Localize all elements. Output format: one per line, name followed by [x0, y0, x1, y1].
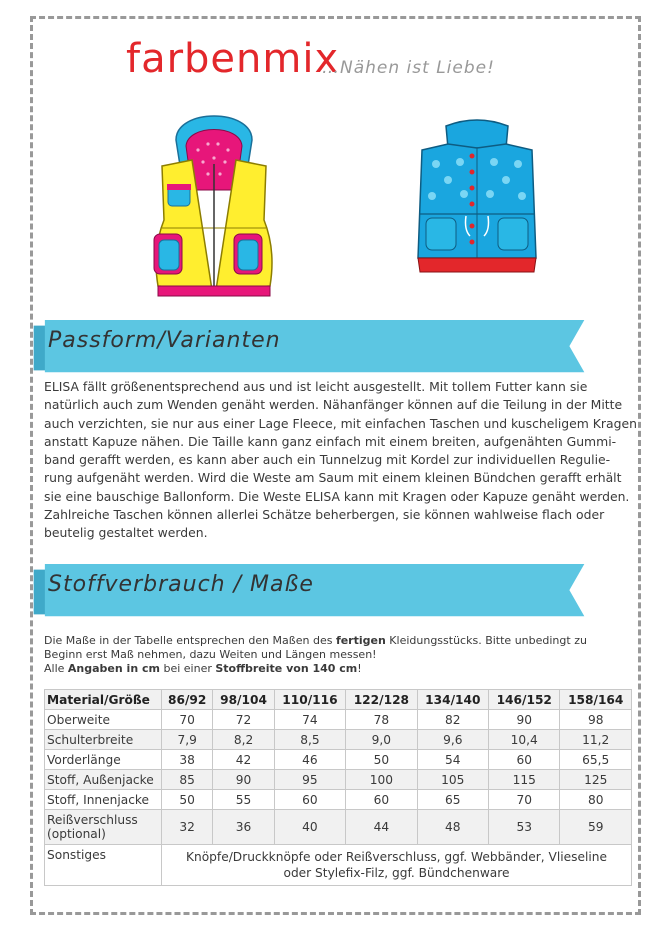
- table-header-row: [45, 690, 632, 710]
- row-label: Sonstiges: [45, 845, 162, 886]
- table-cell: 115: [489, 770, 560, 790]
- table-header-cell: 110/116: [274, 690, 345, 710]
- table-cell: 70: [489, 790, 560, 810]
- table-cell: 85: [162, 770, 213, 790]
- table-cell: 100: [346, 770, 417, 790]
- table-cell: 8,2: [213, 730, 274, 750]
- farbenmix-logo: farbenmix: [126, 36, 340, 82]
- table-header-cell: 134/140: [417, 690, 488, 710]
- row-label: Vorderlänge: [45, 750, 162, 770]
- description-line: natürlich auch zum Wenden genäht werden. Nähanfänger können auf die Teilung in der Mitte: [44, 397, 623, 413]
- row-label: Schulterbreite: [45, 730, 162, 750]
- table-cell: 125: [560, 770, 632, 790]
- table-cell: 78: [346, 710, 417, 730]
- table-cell: 32: [162, 810, 213, 845]
- table-cell: 50: [162, 790, 213, 810]
- misc-cell: Knöpfe/Druckknöpfe oder Reißverschluss, ggf. Webbänder, Vlieseline oder Stylefix-Filz, ggf. Bündchenware: [162, 845, 632, 886]
- table-header-cell: 158/164: [560, 690, 632, 710]
- table-cell: 60: [489, 750, 560, 770]
- table-cell: 90: [489, 710, 560, 730]
- table-cell: 60: [274, 790, 345, 810]
- brand-tagline: …Nähen ist Liebe!: [322, 58, 495, 78]
- table-cell: 105: [417, 770, 488, 790]
- description-line: anstatt Kapuze nähen. Die Taille kann ganz einfach mit einem breiten, aufgenähten Gummi-: [44, 433, 617, 449]
- table-header-cell: 86/92: [162, 690, 213, 710]
- row-label: Stoff, Außenjacke: [45, 770, 162, 790]
- table-row: [45, 770, 632, 790]
- table-cell: 42: [213, 750, 274, 770]
- table-row: [45, 730, 632, 750]
- description-line: ELISA fällt größenentsprechend aus und ist leicht ausgestellt. Mit tollem Futter kann sie: [44, 379, 588, 394]
- table-cell: 11,2: [560, 730, 632, 750]
- table-header-cell: 146/152: [489, 690, 560, 710]
- table-header-cell: Material/Größe: [45, 690, 162, 710]
- table-cell: 55: [213, 790, 274, 810]
- table-cell: 98: [560, 710, 632, 730]
- description-line: auch verzichten, sie nur aus einer Lage Fleece, mit einfachen Taschen und kuscheligem Kragen: [44, 415, 637, 431]
- table-cell: 46: [274, 750, 345, 770]
- table-row: [45, 710, 632, 730]
- table-cell: 65,5: [560, 750, 632, 770]
- description-line: rung aufgenäht werden. Wird die Weste am Saum mit einem kleinen Bündchen gerafft erhält: [44, 470, 622, 486]
- table-cell: 8,5: [274, 730, 345, 750]
- brand-header: [126, 36, 586, 96]
- table-cell: 36: [213, 810, 274, 845]
- row-label: Stoff, Innenjacke: [45, 790, 162, 810]
- section-ribbon-fabric-label-wrap: [14, 564, 604, 620]
- table-cell: 72: [213, 710, 274, 730]
- row-label: Reißverschluss (optional): [45, 810, 162, 845]
- table-row: [45, 845, 632, 886]
- table-cell: 80: [560, 790, 632, 810]
- intro-line-2: Beginn erst Maß nehmen, dazu Weiten und Längen messen!: [44, 648, 377, 661]
- table-cell: 50: [346, 750, 417, 770]
- section-ribbon-fit-label-wrap: [14, 320, 604, 376]
- description-line: Zahlreiche Taschen können allerlei Schätze beherbergen, sie können wahlweise flach oder: [44, 507, 605, 523]
- table-cell: 48: [417, 810, 488, 845]
- table-cell: 9,0: [346, 730, 417, 750]
- table-cell: 9,6: [417, 730, 488, 750]
- table-intro: [44, 634, 629, 676]
- description-line: band gerafft werden, es kann aber auch ein Tunnelzug mit Kordel zur individuellen Regulie-: [44, 452, 611, 468]
- table-cell: 54: [417, 750, 488, 770]
- table-cell: 53: [489, 810, 560, 845]
- table-cell: 82: [417, 710, 488, 730]
- blue-collar-vest-illustration: [408, 118, 546, 276]
- table-cell: 10,4: [489, 730, 560, 750]
- description-line: beutelig gestaltet werden.: [44, 525, 208, 541]
- table-cell: 59: [560, 810, 632, 845]
- table-cell: 90: [213, 770, 274, 790]
- table-row: [45, 750, 632, 770]
- table-header-cell: 98/104: [213, 690, 274, 710]
- table-cell: 74: [274, 710, 345, 730]
- table-header-cell: 122/128: [346, 690, 417, 710]
- table-cell: 44: [346, 810, 417, 845]
- table-cell: 65: [417, 790, 488, 810]
- section-title-fit: Passform/Varianten: [48, 328, 281, 353]
- table-cell: 70: [162, 710, 213, 730]
- intro-line-3: Alle Angaben in cm bei einer Stoffbreite von 140 cm!: [44, 662, 362, 675]
- fit-description: [44, 378, 637, 543]
- section-title-fabric: Stoffverbrauch / Maße: [48, 572, 314, 597]
- table-cell: 60: [346, 790, 417, 810]
- description-line: sie eine bauschige Ballonform. Die Weste ELISA kann mit Kragen oder Kapuze genäht werden.: [44, 488, 630, 504]
- table-cell: 38: [162, 750, 213, 770]
- size-table: [44, 689, 632, 886]
- table-cell: 40: [274, 810, 345, 845]
- intro-line-1: Die Maße in der Tabelle entsprechen den Maßen des fertigen Kleidungsstücks. Bitte unbedingt zu: [44, 634, 587, 647]
- table-cell: 7,9: [162, 730, 213, 750]
- table-row: [45, 810, 632, 845]
- table-row: [45, 790, 632, 810]
- yellow-hooded-vest-illustration: [148, 100, 280, 300]
- row-label: Oberweite: [45, 710, 162, 730]
- table-cell: 95: [274, 770, 345, 790]
